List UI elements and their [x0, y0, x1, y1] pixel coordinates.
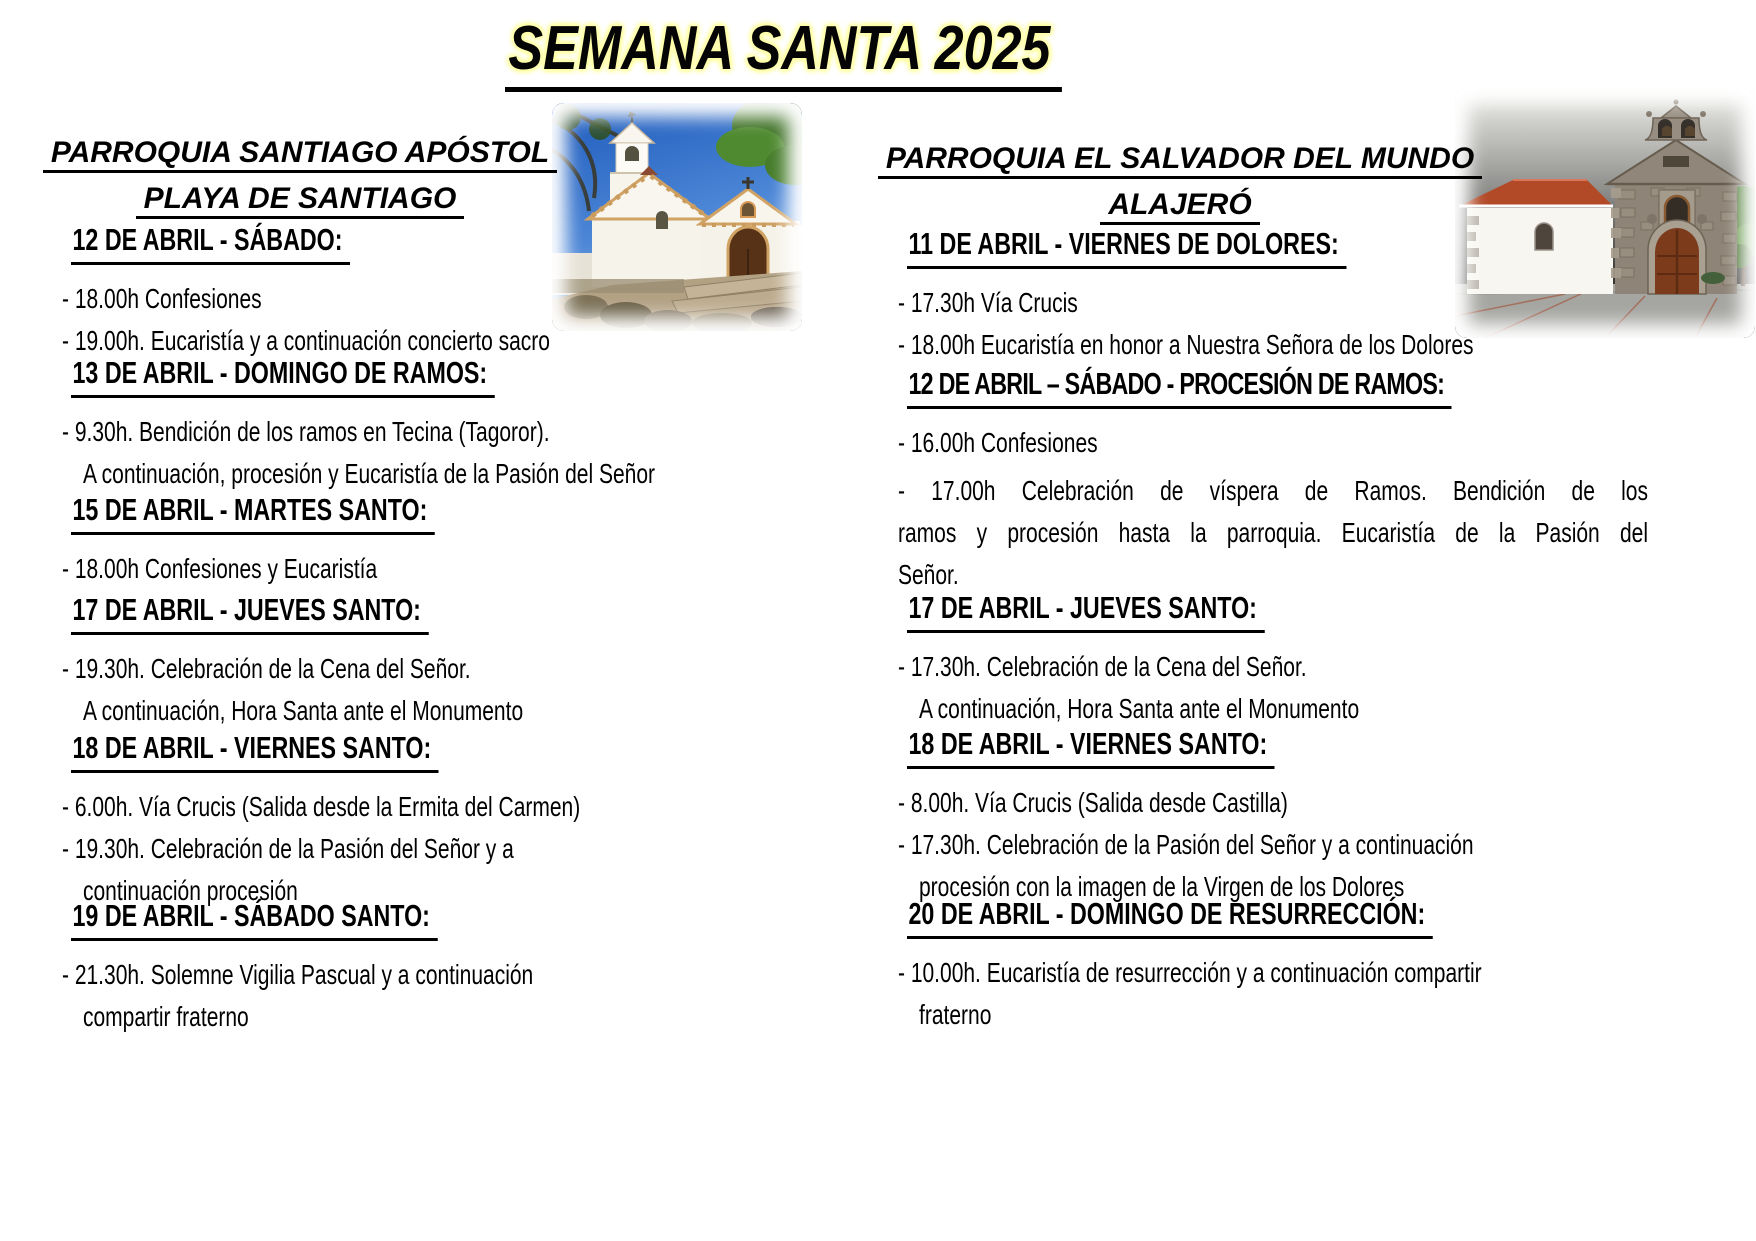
page-title: SEMANA SANTA 2025	[505, 16, 1062, 92]
schedule-line: - 9.30h. Bendición de los ramos en Tecina (Tagoror).	[62, 415, 550, 447]
section-heading: 18 DE ABRIL - VIERNES SANTO:	[71, 730, 439, 773]
schedule-line: ramos y procesión hasta la parroquia. Eucaristía de la Pasión del	[898, 516, 1648, 548]
section-heading: 13 DE ABRIL - DOMINGO DE RAMOS:	[71, 355, 495, 398]
schedule-line: - 18.00h Confesiones y Eucaristía	[62, 552, 378, 584]
section-heading: 11 DE ABRIL - VIERNES DE DOLORES:	[907, 226, 1346, 269]
schedule-line: - 17.00h Celebración de víspera de Ramos. Bendición de los	[898, 474, 1648, 506]
schedule-line: - 10.00h. Eucaristía de resurrección y a continuación compartir	[898, 956, 1482, 988]
schedule-line: - 19.00h. Eucaristía y a continuación concierto sacro	[62, 324, 550, 356]
schedule-line: - 17.30h. Celebración de la Cena del Señor.	[898, 650, 1307, 682]
schedule-line: - 17.30h Vía Crucis	[898, 286, 1078, 318]
schedule-line: Señor.	[898, 558, 959, 590]
section-heading: 12 DE ABRIL – SÁBADO - PROCESIÓN DE RAMOS:	[907, 366, 1452, 409]
section-15-abril-martes-santo	[62, 492, 842, 589]
schedule-line: - 17.30h. Celebración de la Pasión del Señor y a continuación	[898, 828, 1474, 860]
schedule-line: - 6.00h. Vía Crucis (Salida desde la Ermita del Carmen)	[62, 790, 581, 822]
schedule-line: A continuación, procesión y Eucaristía de la Pasión del Señor	[83, 457, 656, 489]
section-heading: 15 DE ABRIL - MARTES SANTO:	[71, 492, 435, 535]
section-17-abril-jueves-santo	[62, 592, 842, 731]
section-18-abril-viernes-santo	[62, 730, 842, 911]
schedule-line: - 18.00h Confesiones	[62, 282, 262, 314]
section-19-abril-sabado-santo	[62, 898, 842, 1037]
section-heading: 17 DE ABRIL - JUEVES SANTO:	[907, 590, 1264, 633]
parish-right-line1: PARROQUIA EL SALVADOR DEL MUNDO	[878, 142, 1482, 179]
parish-left-line1: PARROQUIA SANTIAGO APÓSTOL	[43, 136, 557, 173]
section-12-abril-sabado	[62, 222, 842, 361]
schedule-line: A continuación, Hora Santa ante el Monumento	[919, 692, 1360, 724]
parish-left-line2: PLAYA DE SANTIAGO	[136, 182, 465, 219]
schedule-line: compartir fraterno	[83, 1000, 249, 1032]
section-heading: 19 DE ABRIL - SÁBADO SANTO:	[71, 898, 437, 941]
schedule-line: fraterno	[919, 998, 992, 1030]
section-12-abril-procesion-ramos	[898, 366, 1648, 595]
section-heading: 12 DE ABRIL - SÁBADO:	[71, 222, 350, 265]
section-11-abril-viernes-dolores	[898, 226, 1648, 365]
schedule-line: procesión con la imagen de la Virgen de los Dolores	[919, 870, 1405, 902]
schedule-line: - 18.00h Eucaristía en honor a Nuestra Señora de los Dolores	[898, 328, 1474, 360]
schedule-line: - 21.30h. Solemne Vigilia Pascual y a continuación	[62, 958, 534, 990]
section-20-abril-domingo-resurreccion	[898, 896, 1648, 1035]
section-17-abril-jueves-santo-right	[898, 590, 1648, 729]
schedule-column-left	[62, 0, 842, 1241]
schedule-line: - 19.30h. Celebración de la Cena del Señor.	[62, 652, 471, 684]
section-13-abril-domingo-ramos	[62, 355, 842, 494]
schedule-line: - 8.00h. Vía Crucis (Salida desde Castilla)	[898, 786, 1288, 818]
section-heading: 20 DE ABRIL - DOMINGO DE RESURRECCIÓN:	[907, 896, 1433, 939]
section-heading: 18 DE ABRIL - VIERNES SANTO:	[907, 726, 1275, 769]
section-18-abril-viernes-santo-right	[898, 726, 1648, 907]
schedule-line: - 19.30h. Celebración de la Pasión del Señor y a	[62, 832, 514, 864]
schedule-line: continuación procesión	[83, 874, 298, 906]
schedule-column-right	[898, 0, 1648, 1241]
schedule-line: - 16.00h Confesiones	[898, 426, 1098, 458]
parish-right-line2: ALAJERÓ	[1100, 188, 1259, 225]
section-heading: 17 DE ABRIL - JUEVES SANTO:	[71, 592, 428, 635]
schedule-line: A continuación, Hora Santa ante el Monumento	[83, 694, 524, 726]
